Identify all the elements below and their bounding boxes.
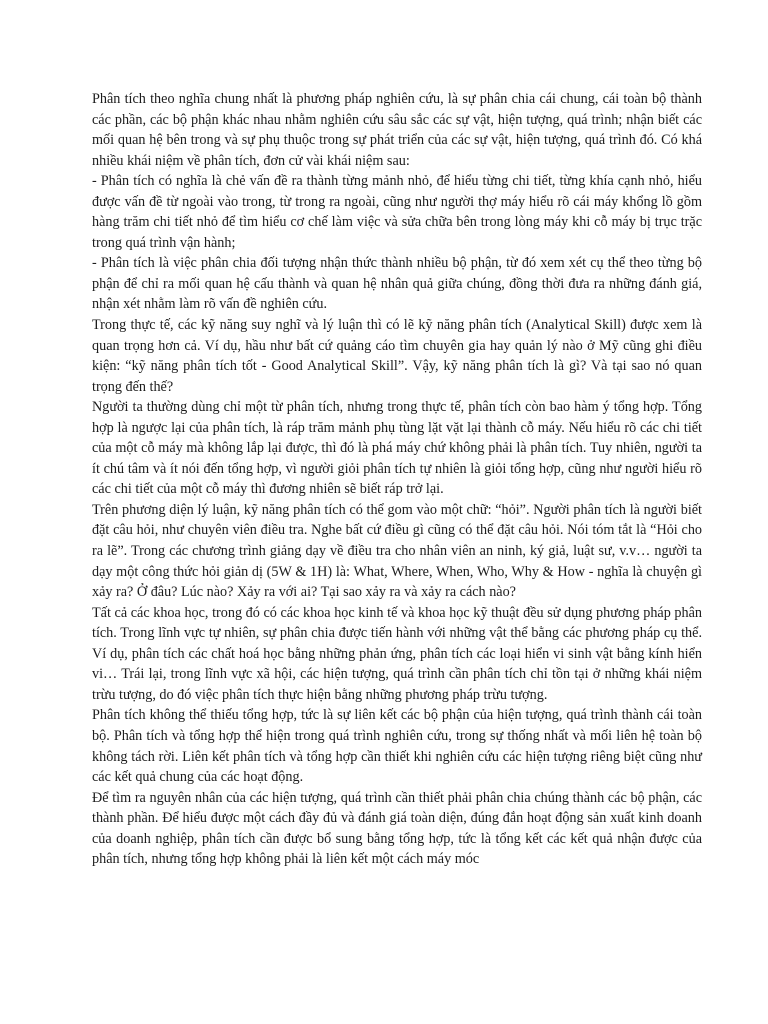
paragraph-analysis-definition: Phân tích theo nghĩa chung nhất là phương pháp nghiên cứu, là sự phân chia cái chung, cái toàn bộ thành các phần, các bộ phận khác nhau nhằm nghiên cứu sâu sắc các sự vật, hiện tượng, quá trình; nhận biết các mối quan hệ bên trong và sự phụ thuộc trong sự phát triển của các sự vật, hiện tượng, quá trình đó. Có khá nhiều khái niệm về phân tích, đơn cử vài khái niệm sau: xyxy=(92,91,702,169)
paragraph-finding-causes: Để tìm ra nguyên nhân của các hiện tượng, quá trình cần thiết phải phân chia chúng thành các bộ phận, các thành phần. Để hiểu được một cách đầy đủ và đánh giá toàn diện, đúng đắn hoạt động sản xuất kinh doanh của doanh nghiệp, phân tích cần được bổ sung bằng tổng hợp, tức là tổng kết các kết quả nhận được của phân tích, nhưng tổng hợp không phải là liên kết một cách máy móc xyxy=(92,789,702,868)
paragraph-analytical-skill: Trong thực tế, các kỹ năng suy nghĩ và lý luận thì có lẽ kỹ năng phân tích (Analytical Skill) được xem là quan trọng hơn cả. Ví dụ, hầu như bất cứ quảng cáo tìm chuyên gia hay quản lý nào ở Mỹ cũng ghi điều kiện: “kỹ năng phân tích tốt - Good Analytical Skill”. Vậy, kỹ năng phân tích là gì? Và tại sao nó quan trọng đến thế? xyxy=(92,317,702,395)
paragraph-analysis-and-synthesis: Phân tích không thể thiếu tổng hợp, tức là sự liên kết các bộ phận của hiện tượng, quá trình thành cái toàn bộ. Phân tích và tổng hợp thể hiện trong quá trình nghiên cứu, trong sự thống nhất và mối liên hệ toàn bộ không tách rời. Liên kết phân tích và tổng hợp cần thiết khi nghiên cứu các hiện tượng riêng biệt cũng như các kết quả chung của các hoạt động. xyxy=(92,707,702,786)
paragraph-definition-one: - Phân tích có nghĩa là chẻ vấn đề ra thành từng mảnh nhỏ, để hiểu từng chi tiết, từng khía cạnh nhỏ, hiểu được vấn đề từ ngoài vào trong, từ trong ra ngoài, cũng như người thợ máy hiểu rõ cái máy khổng lồ gồm hàng trăm chi tiết nhỏ để tìm hiểu cơ chế làm việc và sửa chữa bên trong lòng máy khi cỗ máy bị trục trặc trong quá trình vận hành; xyxy=(92,173,702,251)
paragraph-synthesis: Người ta thường dùng chỉ một từ phân tích, nhưng trong thực tế, phân tích còn bao hàm ý tổng hợp. Tổng hợp là ngược lại của phân tích, là ráp trăm mảnh phụ tùng lặt vặt lại thành cỗ máy. Nếu hiểu rõ các chi tiết của một cỗ máy mà không lắp lại được, thì đó là phá máy chứ không phải là phân tích. Tuy nhiên, người ta ít chú tâm và ít nói đến tổng hợp, vì người giỏi phân tích tự nhiên là giỏi tổng hợp, cũng như người hiểu rõ các chi tiết của một cỗ máy thì đương nhiên sẽ biết ráp trở lại. xyxy=(92,399,702,498)
paragraph-definition-two: - Phân tích là việc phân chia đối tượng nhận thức thành nhiều bộ phận, từ đó xem xét cụ thể theo từng bộ phận để chỉ ra mối quan hệ cấu thành và quan hệ nhân quả giữa chúng, đồng thời đưa ra những đánh giá, nhận xét nhằm làm rõ vấn đề nghiên cứu. xyxy=(92,255,702,313)
paragraph-sciences: Tất cả các khoa học, trong đó có các khoa học kinh tế và khoa học kỹ thuật đều sử dụng phương pháp phân tích. Trong lĩnh vực tự nhiên, sự phân chia được tiến hành với những vật thể bằng các phương pháp cụ thể. Ví dụ, phân tích các chất hoá học bằng những phản ứng, phân tích các loại hiển vi sinh vật bằng kính hiển vi… Trái lại, trong lĩnh vực xã hội, các hiện tượng, quá trình cần phân tích chỉ tồn tại ở những khái niệm trừu tượng, do đó việc phân tích thực hiện bằng những phương pháp trừu tượng. xyxy=(92,604,702,703)
document-body xyxy=(92,89,702,870)
paragraph-asking-questions: Trên phương diện lý luận, kỹ năng phân tích có thể gom vào một chữ: “hỏi”. Người phân tích là người biết đặt câu hỏi, như chuyên viên điều tra. Nghe bất cứ điều gì cũng có thể đặt câu hỏi. Nói tóm tắt là “Hỏi cho ra lẽ”. Trong các chương trình giảng dạy về điều tra cho nhân viên an ninh, ký giả, luật sư, v.v… người ta dạy một công thức hỏi giản dị (5W & 1H) là: What, Where, When, Who, Why & How - nghĩa là chuyện gì xảy ra? Ở đâu? Lúc nào? Xảy ra với ai? Tại sao xảy ra và xảy ra cách nào? xyxy=(92,501,702,601)
